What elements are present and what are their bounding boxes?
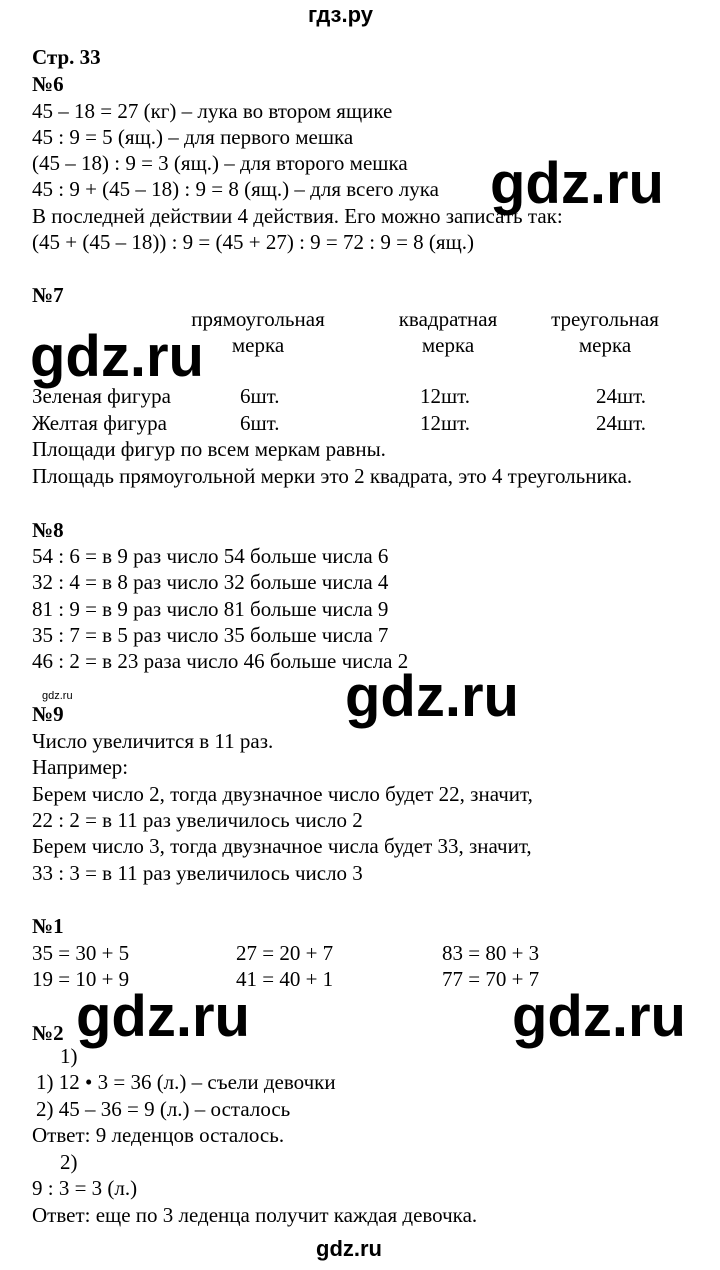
footer-site-name: gdz.ru: [316, 1236, 382, 1261]
task-7-title: №7: [32, 283, 64, 307]
task-8-line: 35 : 7 = в 5 раз число 35 больше числа 7: [32, 623, 389, 647]
task-8-line: 46 : 2 = в 23 раза число 46 больше числа 2: [32, 649, 409, 673]
task-1-cell: 41 = 40 + 1: [236, 967, 334, 991]
task-6-line: 45 : 9 + (45 – 18) : 9 = 8 (ящ.) – для всего лука: [32, 177, 439, 201]
task-6-line: (45 – 18) : 9 = 3 (ящ.) – для второго мешка: [32, 151, 408, 175]
table-row-label: Зеленая фигура: [32, 384, 171, 408]
watermark-small: gdz.ru: [42, 690, 73, 702]
task-2-part-label: 2): [60, 1150, 78, 1174]
task-1-title: №1: [32, 914, 64, 938]
task-1-cell: 35 = 30 + 5: [32, 941, 130, 965]
watermark: gdz.ru: [345, 664, 519, 729]
task-6-line: В последней действии 4 действия. Его можно записать так:: [32, 204, 563, 228]
task-9-line: Берем число 3, тогда двузначное числа будет 33, значит,: [32, 834, 532, 858]
task-2-line: 2) 45 – 36 = 9 (л.) – осталось: [36, 1097, 291, 1121]
column-header-rectangular: прямоугольная мерка: [191, 307, 325, 357]
task-2-title: №2: [32, 1021, 64, 1045]
table-cell: 12шт.: [420, 384, 471, 408]
task-7-line: Площади фигур по всем меркам равны.: [32, 437, 386, 461]
table-cell: 6шт.: [240, 384, 280, 408]
task-6-line: 45 : 9 = 5 (ящ.) – для первого мешка: [32, 125, 354, 149]
task-1-cell: 77 = 70 + 7: [442, 967, 540, 991]
task-2-part-label: 1): [60, 1044, 78, 1068]
task-9-line: 33 : 3 = в 11 раз увеличилось число 3: [32, 861, 363, 885]
watermark: gdz.ru: [76, 984, 250, 1049]
table-cell: 24шт.: [596, 411, 647, 435]
task-2-line: Ответ: еще по 3 леденца получит каждая девочка.: [32, 1203, 478, 1227]
task-6-title: №6: [32, 72, 64, 96]
task-7-line: Площадь прямоугольной мерки это 2 квадрата, это 4 треугольника.: [32, 464, 633, 488]
header-site-name: гдз.ру: [308, 2, 373, 27]
task-8-line: 54 : 6 = в 9 раз число 54 больше числа 6: [32, 544, 389, 568]
watermark: gdz.ru: [512, 984, 686, 1049]
column-header-triangular: треугольная мерка: [551, 307, 659, 357]
task-1-cell: 19 = 10 + 9: [32, 967, 130, 991]
task-8-line: 32 : 4 = в 8 раз число 32 больше числа 4: [32, 570, 389, 594]
task-1-cell: 83 = 80 + 3: [442, 941, 540, 965]
table-cell: 6шт.: [240, 411, 280, 435]
table-row-label: Желтая фигура: [32, 411, 167, 435]
task-8-line: 81 : 9 = в 9 раз число 81 больше числа 9: [32, 597, 389, 621]
task-6-line: (45 + (45 – 18)) : 9 = (45 + 27) : 9 = 72 : 9 = 8 (ящ.): [32, 230, 474, 254]
task-1-cell: 27 = 20 + 7: [236, 941, 334, 965]
task-9-title: №9: [32, 702, 64, 726]
task-9-line: Число увеличится в 11 раз.: [32, 729, 274, 753]
table-cell: 24шт.: [596, 384, 647, 408]
page-number: Стр. 33: [32, 45, 101, 69]
task-9-line: Например:: [32, 755, 129, 779]
watermark: gdz.ru: [490, 151, 664, 216]
table-cell: 12шт.: [420, 411, 471, 435]
column-header-square: квадратная мерка: [398, 307, 498, 357]
task-9-line: Берем число 2, тогда двузначное число будет 22, значит,: [32, 782, 533, 806]
task-2-line: Ответ: 9 леденцов осталось.: [32, 1123, 285, 1147]
task-9-line: 22 : 2 = в 11 раз увеличилось число 2: [32, 808, 363, 832]
task-6-line: 45 – 18 = 27 (кг) – лука во втором ящике: [32, 99, 393, 123]
watermark: gdz.ru: [30, 324, 204, 389]
task-2-line: 1) 12 • 3 = 36 (л.) – съели девочки: [36, 1070, 336, 1094]
task-2-line: 9 : 3 = 3 (л.): [32, 1176, 138, 1200]
task-8-title: №8: [32, 518, 64, 542]
